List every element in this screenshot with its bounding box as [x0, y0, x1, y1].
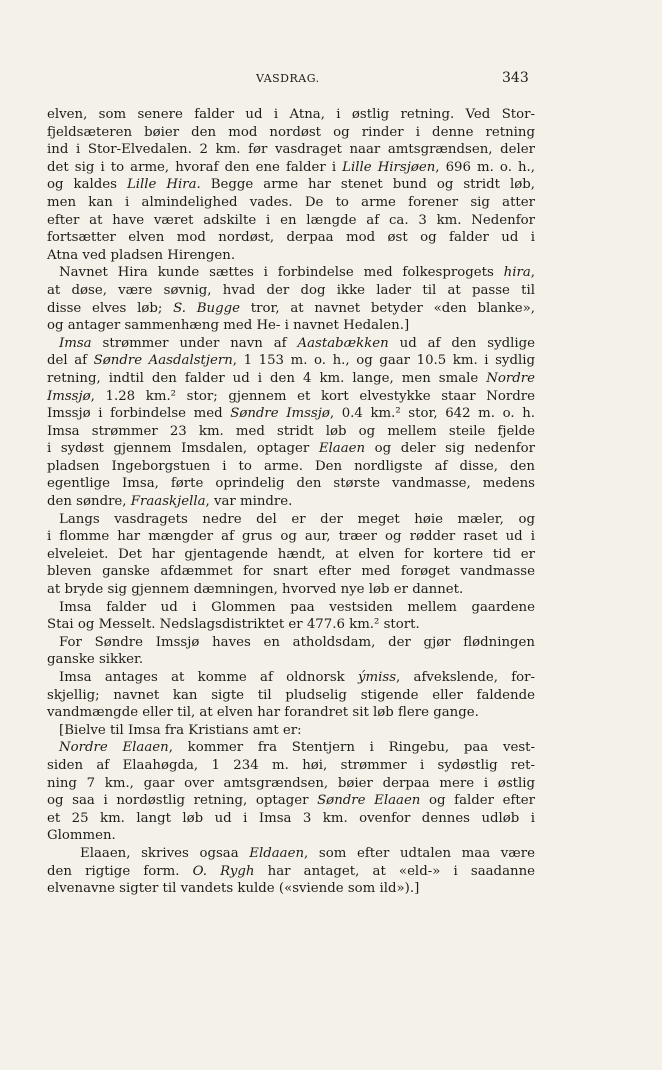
text-line	[47, 546, 535, 564]
text-line	[47, 475, 535, 493]
text-run: Elaaen, skrives ogsaa	[80, 845, 250, 861]
text-line	[47, 651, 535, 669]
text-line	[47, 282, 535, 300]
text-line	[47, 194, 535, 212]
text-line	[47, 440, 535, 458]
text-line	[47, 563, 535, 581]
italic-text: hira	[503, 265, 531, 281]
text-run: retning, indtil den falder ud i den 4 km. lange, men smale	[47, 370, 487, 386]
italic-text: Eldaaen	[249, 845, 305, 861]
text-line	[47, 264, 535, 282]
text-run: Imsa antages at komme af oldnorsk	[59, 670, 359, 685]
text-run: ning 7 km., gaar over amtsgrændsen, bøier derpaa mere i østlig	[47, 775, 535, 791]
text-run: ,	[530, 265, 535, 281]
text-run: Langs vasdragets nedre del er der meget høie mæler, og	[59, 511, 535, 527]
text-run: pladsen Ingeborgstuen i to arme. Den nordligste af disse, den	[47, 458, 535, 474]
text-run: . Begge arme har stenet bund og stridt løb,	[196, 177, 535, 193]
text-line	[47, 775, 535, 793]
text-run: tror, at navnet betyder «den blanke»,	[239, 300, 535, 316]
text-run: ganske sikker.	[47, 652, 144, 668]
italic-text: Fraaskjella	[130, 494, 206, 510]
italic-text: Imsa	[59, 335, 92, 351]
paragraph	[47, 739, 535, 845]
text-line	[47, 370, 535, 388]
text-run: , 1.28 km.² stor; gjennem et kort elvestykke staar Nordre	[90, 388, 535, 404]
text-line	[47, 757, 535, 775]
italic-text: Søndre Elaaen	[317, 793, 421, 809]
text-line	[47, 616, 535, 634]
text-line	[47, 704, 535, 722]
text-run: det sig i to arme, hvoraf den ene falder i	[47, 159, 343, 175]
text-run: har antaget, at «eld-» i saadanne	[254, 863, 535, 879]
text-run: at bryde sig gjennem dæmningen, hvorved nye løb er dannet.	[47, 582, 464, 598]
text-run: fjeldsæteren bøier den mod nordøst og rinder i denne retning	[47, 124, 535, 140]
text-run: , 1 153 m. o. h., og gaar 10.5 km. i sydlig	[232, 353, 535, 369]
text-run: egentlige Imsa, førte oprindelig den største vandmasse, medens	[47, 476, 535, 492]
italic-text: Aastabækken	[297, 335, 389, 351]
text-line	[47, 599, 535, 617]
text-line	[47, 458, 535, 476]
text-run: Imsa strømmer 23 km. med stridt løb og mellem steile fjelde	[47, 423, 535, 439]
text-run: den søndre,	[47, 494, 131, 510]
text-line	[47, 106, 535, 124]
text-run: ind i Stor-Elvedalen. 2 km. før vasdraget naar amtsgrændsen, deler	[47, 142, 535, 158]
text-run: del af	[47, 353, 94, 369]
text-line	[47, 352, 535, 370]
italic-text: Lille Hira	[126, 177, 197, 193]
text-line	[47, 423, 535, 441]
text-line	[47, 176, 535, 194]
running-head	[0, 72, 662, 92]
text-run: , som efter udtalen maa være	[304, 845, 535, 861]
paragraph	[47, 335, 535, 511]
text-line	[47, 229, 535, 247]
paragraph	[47, 634, 535, 669]
text-run: vandmængde eller til, at elven har forandret sit løb flere gange.	[47, 705, 479, 721]
text-run: For Søndre Imssjø haves en atholdsdam, der gjør flødningen	[59, 634, 535, 650]
text-run: Atna ved pladsen Hirengen.	[47, 247, 236, 263]
text-run: et 25 km. langt løb ud i Imsa 3 km. ovenfor dennes udløb i	[47, 810, 535, 826]
italic-text: Søndre Imssjø	[230, 406, 330, 422]
text-line	[47, 528, 535, 546]
text-run: elveleiet. Det har gjentagende hændt, at elven for kortere tid er	[47, 546, 535, 562]
text-run: bleven ganske afdæmmet for snart efter med forøget vandmasse	[47, 564, 535, 580]
page-number: 343	[502, 70, 529, 86]
text-line	[47, 159, 535, 177]
text-run: og falder efter	[420, 793, 535, 809]
text-run: strømmer under navn af	[91, 335, 298, 351]
text-run: Imsa falder ud i Glommen paa vestsiden mellem gaardene	[59, 599, 535, 615]
text-run: og deler sig nedenfor	[365, 441, 535, 457]
running-head-title: VASDRAG.	[256, 72, 320, 85]
text-run: , var mindre.	[205, 494, 293, 510]
text-line	[47, 634, 535, 652]
text-run: disse elves løb;	[47, 300, 174, 316]
paragraph	[47, 845, 535, 898]
text-run: elvenavne sigter til vandets kulde («sviende som ild»).]	[47, 881, 420, 897]
text-run: og saa i nordøstlig retning, optager	[47, 793, 318, 809]
text-run: den rigtige form.	[47, 863, 193, 879]
text-run: siden af Elaahøgda, 1 234 m. høi, strømmer i sydøstlig ret-	[47, 757, 535, 773]
text-run: elven, som senere falder ud i Atna, i østlig retning. Ved Stor-	[47, 107, 535, 122]
italic-text: Søndre Aasdalstjern	[93, 353, 233, 369]
italic-text: Lille Hirsjøen	[342, 159, 436, 175]
italic-text: Imssjø	[47, 388, 91, 404]
text-line	[47, 212, 535, 230]
text-line	[47, 669, 535, 687]
text-line	[47, 511, 535, 529]
text-line	[47, 845, 535, 863]
paragraph	[47, 722, 535, 740]
text-run: , 0.4 km.² stor, 642 m. o. h.	[329, 406, 535, 422]
text-line	[47, 880, 535, 898]
text-line	[47, 141, 535, 159]
text-run: fortsætter elven mod nordøst, derpaa mod øst og falder ud i	[47, 230, 535, 246]
italic-text: Nordre	[486, 370, 535, 386]
text-line	[47, 827, 535, 845]
text-line	[47, 739, 535, 757]
italic-text: O. Rygh	[192, 863, 255, 879]
text-line	[47, 722, 535, 740]
text-run: Imssjø i forbindelse med	[47, 406, 231, 422]
text-line	[47, 810, 535, 828]
paragraph	[47, 264, 535, 334]
text-run: efter at have været adskilte i en længde af ca. 3 km. Nedenfor	[47, 212, 535, 228]
paragraph	[47, 599, 535, 634]
paragraph	[47, 511, 535, 599]
text-line	[47, 247, 535, 265]
text-run: men kan i almindelighed vades. De to arme forener sig atter	[47, 194, 535, 210]
text-line	[47, 687, 535, 705]
text-line	[47, 863, 535, 881]
text-run: i flomme har mængder af grus og aur, træer og rødder raset ud i	[47, 529, 535, 545]
italic-text: Nordre Elaaen	[59, 740, 169, 756]
text-run: , 696 m. o. h.,	[435, 159, 536, 175]
text-run: , afvekslende, for-	[396, 670, 535, 685]
text-run: og kaldes	[47, 177, 127, 193]
text-run: Navnet Hira kunde sættes i forbindelse med folkesprogets	[59, 265, 504, 281]
paragraph	[47, 106, 535, 264]
text-run: at døse, være søvnig, hvad der dog ikke lader til at passe til	[47, 282, 535, 298]
text-run: Glommen.	[47, 828, 116, 844]
text-run: [Bielve til Imsa fra Kristians amt er:	[59, 722, 302, 738]
italic-text: S. Bugge	[173, 300, 240, 316]
text-line	[47, 124, 535, 142]
text-run: Stai og Messelt. Nedslagsdistriktet er 477.6 km.² stort.	[47, 617, 420, 633]
italic-text: ýmiss	[358, 670, 397, 685]
text-run: i sydøst gjennem Imsdalen, optager	[47, 441, 319, 457]
text-line	[47, 388, 535, 406]
text-run: ud af den sydlige	[388, 335, 536, 351]
text-line	[47, 317, 535, 335]
text-line	[47, 581, 535, 599]
text-line	[47, 405, 535, 423]
paragraph	[47, 669, 535, 722]
text-run: skjellig; navnet kan sigte til pludselig stigende eller faldende	[47, 687, 535, 703]
text-line	[47, 300, 535, 318]
text-run: , kommer fra Stentjern i Ringebu, paa vest-	[168, 740, 535, 756]
text-line	[47, 493, 535, 511]
text-line	[47, 792, 535, 810]
text-line	[47, 335, 535, 353]
body-text	[47, 106, 535, 898]
text-run: og antager sammenhæng med He- i navnet Hedalen.]	[47, 318, 410, 334]
italic-text: Elaaen	[318, 441, 366, 457]
